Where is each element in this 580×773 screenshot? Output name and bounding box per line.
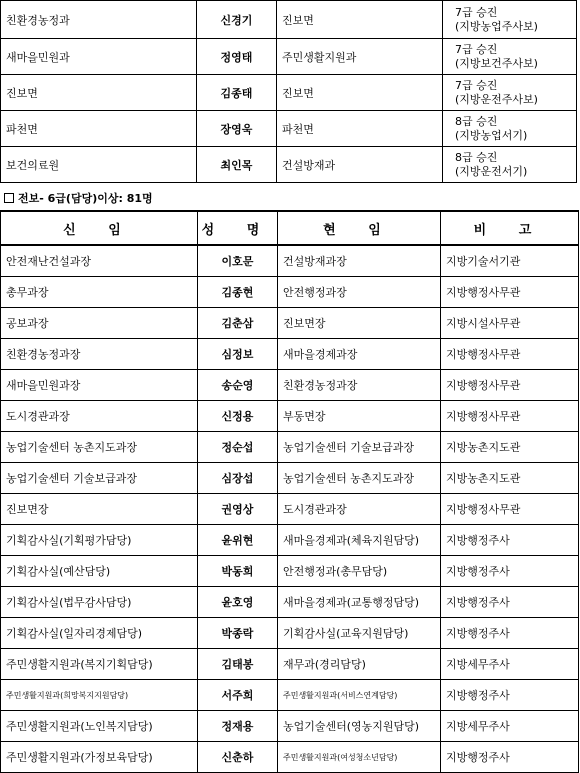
table-row (1, 711, 579, 742)
note: 지방기술서기관 (441, 245, 579, 277)
current-position: 진보면 (277, 75, 443, 111)
table-row (1, 147, 577, 183)
note-line2: (지방운전주사보) (455, 92, 538, 106)
current-position: 도시경관과장 (278, 494, 441, 525)
table-row (1, 245, 579, 277)
new-position: 안전재난건설과장 (1, 245, 198, 277)
header-new-position: 신 임 (1, 211, 198, 245)
person-name: 윤호영 (198, 587, 278, 618)
person-name: 권영상 (198, 494, 278, 525)
note-line1: 8급 승진 (455, 114, 498, 128)
note: 지방행정사무관 (441, 277, 579, 308)
note-line1: 7급 승진 (455, 5, 498, 19)
new-position: 진보면 (1, 75, 197, 111)
current-position: 부동면장 (278, 401, 441, 432)
note: 지방세무주사 (441, 649, 579, 680)
table-row (1, 556, 579, 587)
current-position: 농업기술센터 기술보급과장 (278, 432, 441, 463)
person-name: 신춘하 (198, 742, 278, 773)
note: 지방행정주사 (441, 680, 579, 711)
table-row (1, 680, 579, 711)
person-name: 송순영 (198, 370, 278, 401)
new-position: 총무과장 (1, 277, 198, 308)
section-heading (4, 190, 153, 206)
header-current-position: 현 임 (278, 211, 441, 245)
table-row (1, 494, 579, 525)
new-position: 보건의료원 (1, 147, 197, 183)
person-name: 김춘삼 (198, 308, 278, 339)
current-position: 진보면 (277, 1, 443, 39)
new-position: 주민생활지원과(복지기획담당) (1, 649, 198, 680)
current-position: 친환경농정과장 (278, 370, 441, 401)
table-row (1, 308, 579, 339)
new-position: 기획감사실(법무감사담당) (1, 587, 198, 618)
note: 지방행정사무관 (441, 339, 579, 370)
person-name: 심장섭 (198, 463, 278, 494)
person-name: 김태봉 (198, 649, 278, 680)
note: 지방시설사무관 (441, 308, 579, 339)
note (443, 111, 577, 147)
person-name: 최인목 (197, 147, 277, 183)
current-position: 새마을경제과(체육지원담당) (278, 525, 441, 556)
table-row (1, 587, 579, 618)
current-position: 건설방재과장 (278, 245, 441, 277)
current-position: 기획감사실(교육지원담당) (278, 618, 441, 649)
note (443, 75, 577, 111)
person-name: 심정보 (198, 339, 278, 370)
note: 지방행정주사 (441, 587, 579, 618)
person-name: 서주희 (198, 680, 278, 711)
note-line2: (지방농업서기) (455, 128, 528, 142)
section-heading-text: 전보- 6급(담당)이상: 81명 (18, 192, 153, 205)
table-header-row (1, 211, 579, 245)
current-position: 안전행정과(총무담당) (278, 556, 441, 587)
current-position: 진보면장 (278, 308, 441, 339)
table-row (1, 75, 577, 111)
new-position: 파천면 (1, 111, 197, 147)
new-position: 농업기술센터 기술보급과장 (1, 463, 198, 494)
note: 지방농촌지도관 (441, 432, 579, 463)
note: 지방농촌지도관 (441, 463, 579, 494)
new-position: 새마을민원과장 (1, 370, 198, 401)
current-position: 농업기술센터 농촌지도과장 (278, 463, 441, 494)
table-row (1, 432, 579, 463)
person-name: 신경기 (197, 1, 277, 39)
person-name: 김종현 (198, 277, 278, 308)
new-position: 도시경관과장 (1, 401, 198, 432)
person-name: 박종락 (198, 618, 278, 649)
note-line2: (지방보건주사보) (455, 56, 538, 70)
current-position: 주민생활지원과 (277, 39, 443, 75)
table-row (1, 277, 579, 308)
person-name: 정순섭 (198, 432, 278, 463)
new-position: 주민생활지원과(노인복지담당) (1, 711, 198, 742)
current-position: 건설방재과 (277, 147, 443, 183)
note (443, 1, 577, 39)
current-position: 주민생활지원과(서비스연계담당) (278, 680, 441, 711)
note (443, 147, 577, 183)
table-row (1, 1, 577, 39)
current-position: 재무과(경리담당) (278, 649, 441, 680)
person-name: 정재용 (198, 711, 278, 742)
current-position: 새마을경제과장 (278, 339, 441, 370)
top-promotion-table (0, 0, 577, 183)
table-row (1, 111, 577, 147)
header-name: 성 명 (198, 211, 278, 245)
transfer-table (0, 210, 579, 773)
person-name: 정영태 (197, 39, 277, 75)
new-position: 친환경농정과 (1, 1, 197, 39)
new-position: 진보면장 (1, 494, 198, 525)
new-position: 기획감사실(일자리경제담당) (1, 618, 198, 649)
person-name: 이호문 (198, 245, 278, 277)
new-position: 농업기술센터 농촌지도과장 (1, 432, 198, 463)
table-row (1, 463, 579, 494)
note: 지방세무주사 (441, 711, 579, 742)
new-position: 주민생활지원과(희망복지지원담당) (1, 680, 198, 711)
person-name: 김종태 (197, 75, 277, 111)
person-name: 신정용 (198, 401, 278, 432)
table-row (1, 618, 579, 649)
note (443, 39, 577, 75)
new-position: 주민생활지원과(가정보육담당) (1, 742, 198, 773)
table-row (1, 649, 579, 680)
person-name: 장영욱 (197, 111, 277, 147)
table-row (1, 742, 579, 773)
current-position: 새마을경제과(교통행정담당) (278, 587, 441, 618)
note: 지방행정사무관 (441, 494, 579, 525)
table-row (1, 370, 579, 401)
note: 지방행정사무관 (441, 401, 579, 432)
table-row (1, 401, 579, 432)
person-name: 박동희 (198, 556, 278, 587)
current-position: 농업기술센터(영농지원담당) (278, 711, 441, 742)
current-position: 파천면 (277, 111, 443, 147)
note: 지방행정주사 (441, 556, 579, 587)
person-name: 윤위현 (198, 525, 278, 556)
note-line1: 7급 승진 (455, 42, 498, 56)
note-line1: 8급 승진 (455, 150, 498, 164)
table-row (1, 39, 577, 75)
new-position: 기획감사실(기획평가담당) (1, 525, 198, 556)
new-position: 공보과장 (1, 308, 198, 339)
new-position: 기획감사실(예산담당) (1, 556, 198, 587)
note-line1: 7급 승진 (455, 78, 498, 92)
header-note: 비 고 (441, 211, 579, 245)
note: 지방행정주사 (441, 525, 579, 556)
note-line2: (지방농업주사보) (455, 19, 538, 33)
checkbox-icon (4, 193, 14, 203)
note: 지방행정사무관 (441, 370, 579, 401)
note: 지방행정주사 (441, 742, 579, 773)
new-position: 친환경농정과장 (1, 339, 198, 370)
table-row (1, 339, 579, 370)
new-position: 새마을민원과 (1, 39, 197, 75)
table-row (1, 525, 579, 556)
note-line2: (지방운전서기) (455, 164, 528, 178)
note: 지방행정주사 (441, 618, 579, 649)
current-position: 주민생활지원과(여성청소년담당) (278, 742, 441, 773)
current-position: 안전행정과장 (278, 277, 441, 308)
